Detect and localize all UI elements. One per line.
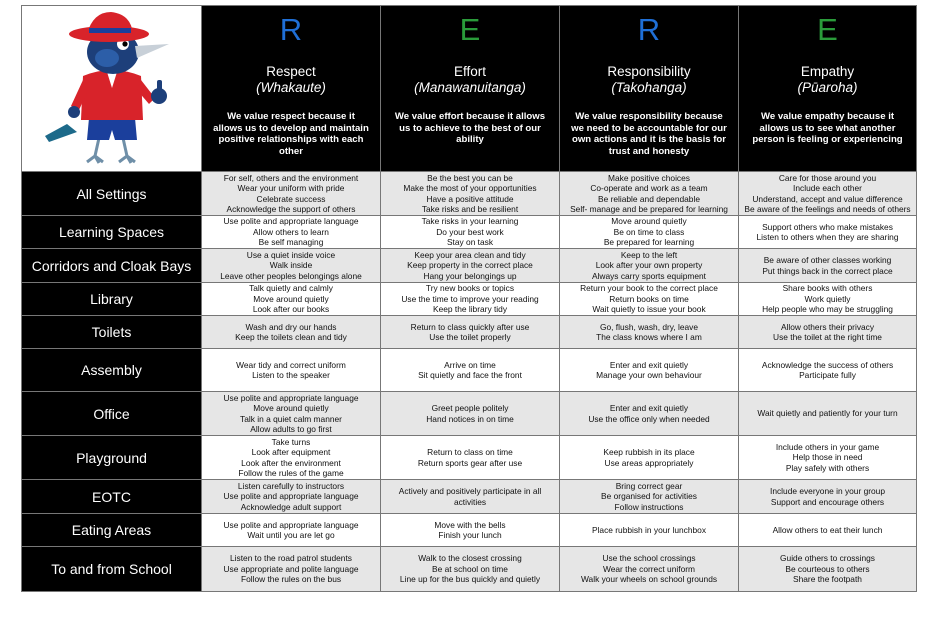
behaviour-line: Leave other peoples belongings alone xyxy=(220,270,362,281)
setting-row-eotc xyxy=(22,480,917,514)
value-letter: E xyxy=(817,12,838,47)
setting-label: Corridors and Cloak Bays xyxy=(22,249,202,283)
header-row xyxy=(22,6,917,172)
behaviour-cell-effort xyxy=(381,216,560,249)
behaviour-line: activities xyxy=(453,496,487,507)
setting-label: All Settings xyxy=(22,172,202,216)
behaviour-line: Listen carefully to instructors xyxy=(237,480,345,491)
setting-row-library xyxy=(22,283,917,316)
behaviour-line: Be prepared for learning xyxy=(603,237,695,248)
behaviour-cell-empathy xyxy=(739,316,917,349)
behaviour-line: Listen to others when they are sharing xyxy=(756,232,899,242)
behaviour-line: Move around quietly xyxy=(253,403,329,414)
setting-row-corridors-and-cloak-bays xyxy=(22,249,917,283)
behaviour-line: Walk to the closest crossing xyxy=(418,553,522,564)
behaviour-cell-empathy xyxy=(739,172,917,216)
behaviour-cell-responsibility xyxy=(560,349,739,392)
setting-label: To and from School xyxy=(22,547,202,592)
behaviour-line: Care for those around you xyxy=(778,172,877,183)
behaviour-cell-respect xyxy=(202,349,381,392)
behaviour-line: Have a positive attitude xyxy=(426,193,514,204)
behaviour-line: Always carry sports equipment xyxy=(591,270,707,281)
behaviour-cell-empathy xyxy=(739,349,917,392)
behaviour-line: Enter and exit quietly xyxy=(609,359,689,370)
behaviour-line: Allow adults to go first xyxy=(250,423,332,434)
behaviour-line: Walk inside xyxy=(269,260,313,271)
behaviour-cell-effort xyxy=(381,349,560,392)
behaviour-line: Enter and exit quietly xyxy=(609,403,689,414)
behaviour-line: Allow others to eat their lunch xyxy=(772,524,883,535)
behaviour-line: Put things back in the correct place xyxy=(762,265,893,276)
behaviour-line: Finish your lunch xyxy=(438,530,502,540)
behaviour-line: Make the most of your opportunities xyxy=(403,183,537,194)
behaviour-line: Look after your own property xyxy=(595,260,703,271)
behaviour-line: Manage your own behaviour xyxy=(596,370,702,380)
behaviour-line: Take risks in your learning xyxy=(421,216,519,227)
behaviour-line: Wait quietly and patiently for your turn xyxy=(757,408,898,419)
setting-row-learning-spaces xyxy=(22,216,917,249)
behaviour-line: Wear tidy and correct uniform xyxy=(236,359,346,370)
behaviour-cell-respect xyxy=(202,316,381,349)
behaviour-line: Be reliable and dependable xyxy=(598,193,700,204)
behaviour-line: Wash and dry our hands xyxy=(245,321,337,332)
behaviour-line: Use the time to improve your reading xyxy=(401,293,539,304)
behaviour-line: Be courteous to others xyxy=(785,563,870,574)
setting-label: Assembly xyxy=(22,349,202,392)
behaviour-line: Support others who make mistakes xyxy=(762,221,893,232)
behaviour-line: Use areas appropriately xyxy=(604,457,694,468)
behaviour-cell-responsibility xyxy=(560,316,739,349)
behaviour-line: Try new books or topics xyxy=(425,283,515,294)
behaviour-line: Allow others to learn xyxy=(253,226,329,237)
value-name: Responsibility xyxy=(607,64,691,79)
behaviour-line: Use the office only when needed xyxy=(588,413,710,424)
setting-row-assembly xyxy=(22,349,917,392)
behaviour-line: The class knows where I am xyxy=(596,332,702,342)
behaviour-cell-respect xyxy=(202,436,381,480)
behaviour-line: Return sports gear after use xyxy=(417,457,523,468)
behaviour-line: Use appropriate and polite language xyxy=(223,563,359,574)
behaviour-cell-empathy xyxy=(739,216,917,249)
value-header-respect xyxy=(202,6,381,172)
behaviour-line: Sit quietly and face the front xyxy=(418,370,522,380)
value-name: Respect xyxy=(266,64,316,79)
values-matrix xyxy=(21,5,917,592)
behaviour-line: Be aware of other classes working xyxy=(763,255,892,266)
setting-row-eating-areas xyxy=(22,514,917,547)
value-description: We value empathy because it allows us to see what another person is feeling or experiencing xyxy=(752,111,903,145)
behaviour-cell-responsibility xyxy=(560,172,739,216)
behaviour-cell-effort xyxy=(381,480,560,514)
behaviour-line: Use polite and appropriate language xyxy=(223,216,359,227)
behaviour-line: Use polite and appropriate language xyxy=(223,491,359,502)
behaviour-cell-empathy xyxy=(739,547,917,592)
setting-label: Office xyxy=(22,392,202,436)
behaviour-line: Actively and positively participate in all xyxy=(398,486,542,497)
behaviour-line: Acknowledge adult support xyxy=(240,501,342,512)
value-letter: R xyxy=(279,12,303,47)
behaviour-line: Move around quietly xyxy=(611,216,687,227)
behaviour-line: Be at school on time xyxy=(432,563,508,574)
behaviour-line: Look after the environment xyxy=(241,457,341,468)
behaviour-line: Wait until you are let go xyxy=(247,530,335,540)
value-header-responsibility xyxy=(560,6,739,172)
behaviour-cell-responsibility xyxy=(560,392,739,436)
behaviour-cell-effort xyxy=(381,249,560,283)
behaviour-line: Help those in need xyxy=(792,452,863,463)
behaviour-line: Return your book to the correct place xyxy=(580,283,718,294)
behaviour-line: Take risks and be resilient xyxy=(421,203,519,214)
behaviour-cell-effort xyxy=(381,436,560,480)
behaviour-line: Line up for the bus quickly and quietly xyxy=(399,574,541,585)
value-header-empathy xyxy=(739,6,917,172)
behaviour-line: Hand notices in on time xyxy=(426,413,514,424)
behaviour-cell-responsibility xyxy=(560,480,739,514)
behaviour-cell-empathy xyxy=(739,283,917,316)
behaviour-line: Walk your wheels on school grounds xyxy=(580,574,718,585)
behaviour-cell-respect xyxy=(202,283,381,316)
behaviour-line: Greet people politely xyxy=(431,403,509,414)
behaviour-line: Keep rubbish in its place xyxy=(603,447,695,458)
behaviour-cell-responsibility xyxy=(560,216,739,249)
setting-row-all-settings xyxy=(22,172,917,216)
value-description: We value effort because it allows us to achieve to the best of our ability xyxy=(394,111,546,145)
behaviour-line: Include everyone in your group xyxy=(770,486,885,497)
behaviour-line: Go, flush, wash, dry, leave xyxy=(599,321,699,332)
value-header-effort xyxy=(381,6,560,172)
behaviour-line: Co-operate and work as a team xyxy=(590,183,708,194)
behaviour-line: Use the toilet properly xyxy=(429,332,511,342)
value-description: We value responsibility because we need to be accountable for our own actions and it is the basis for trust and honesty xyxy=(571,111,727,157)
value-letter: E xyxy=(459,12,481,47)
behaviour-line: Include others in your game xyxy=(775,441,880,452)
value-maori-name: (Whakaute) xyxy=(256,80,326,95)
behaviour-cell-effort xyxy=(381,283,560,316)
behaviour-line: Be self managing xyxy=(258,237,324,248)
behaviour-line: Celebrate success xyxy=(256,193,326,204)
behaviour-line: Make positive choices xyxy=(608,172,690,183)
behaviour-cell-responsibility xyxy=(560,547,739,592)
behaviour-cell-respect xyxy=(202,216,381,249)
behaviour-line: Return to class quickly after use xyxy=(410,321,530,332)
behaviour-line: Move around quietly xyxy=(253,293,329,304)
behaviour-line: Be aware of the feelings and needs of others xyxy=(744,203,911,214)
behaviour-line: Play safely with others xyxy=(785,462,870,473)
setting-row-office xyxy=(22,392,917,436)
behaviour-line: Talk quietly and calmly xyxy=(249,283,333,294)
behaviour-line: Move with the bells xyxy=(434,519,506,530)
behaviour-line: Take turns xyxy=(271,436,311,447)
behaviour-cell-empathy xyxy=(739,249,917,283)
behaviour-line: Keep the toilets clean and tidy xyxy=(235,332,347,342)
setting-row-toilets xyxy=(22,316,917,349)
behaviour-line: Use the school crossings xyxy=(602,553,696,564)
behaviour-line: Share the footpath xyxy=(793,574,862,585)
behaviour-cell-empathy xyxy=(739,392,917,436)
behaviour-line: Include each other xyxy=(793,183,862,194)
behaviour-cell-responsibility xyxy=(560,249,739,283)
behaviour-line: Be the best you can be xyxy=(427,172,513,183)
behaviour-cell-effort xyxy=(381,547,560,592)
behaviour-line: Wear the correct uniform xyxy=(602,563,695,574)
behaviour-cell-responsibility xyxy=(560,283,739,316)
value-maori-name: (Pūaroha) xyxy=(797,80,858,95)
behaviour-line: Stay on task xyxy=(446,237,494,248)
setting-label: Toilets xyxy=(22,316,202,349)
setting-label: EOTC xyxy=(22,480,202,514)
behaviour-line: Self- manage and be prepared for learning xyxy=(570,203,728,214)
behaviour-cell-empathy xyxy=(739,514,917,547)
behaviour-line: Listen to the road patrol students xyxy=(230,553,352,564)
behaviour-line: Acknowledge the success of others xyxy=(761,359,894,370)
behaviour-cell-responsibility xyxy=(560,514,739,547)
value-name: Effort xyxy=(453,64,487,79)
behaviour-line: Arrive on time xyxy=(444,359,496,370)
behaviour-cell-effort xyxy=(381,172,560,216)
behaviour-cell-empathy xyxy=(739,436,917,480)
setting-label: Eating Areas xyxy=(22,514,202,547)
behaviour-line: Return books on time xyxy=(609,293,689,304)
behaviour-line: Listen to the speaker xyxy=(252,370,330,380)
value-maori-name: (Takohanga) xyxy=(611,80,687,95)
behaviour-line: Look after our books xyxy=(252,304,330,315)
behaviour-cell-respect xyxy=(202,392,381,436)
setting-label: Learning Spaces xyxy=(22,216,202,249)
behaviour-line: Keep the library tidy xyxy=(432,304,508,315)
behaviour-line: Place rubbish in your lunchbox xyxy=(591,524,707,535)
behaviour-line: Keep to the left xyxy=(620,249,678,260)
behaviour-line: Use polite and appropriate language xyxy=(223,519,359,530)
behaviour-cell-effort xyxy=(381,316,560,349)
value-description: We value respect because it allows us to develop and maintain positive relationships with each other xyxy=(213,111,369,157)
behaviour-line: Do your best work xyxy=(436,226,504,237)
behaviour-line: Help people who may be struggling xyxy=(762,304,893,315)
behaviour-line: Follow the rules of the game xyxy=(238,467,344,478)
behaviour-line: For self, others and the environment xyxy=(223,172,359,183)
setting-label: Library xyxy=(22,283,202,316)
behaviour-line: Bring correct gear xyxy=(615,480,683,491)
behaviour-line: Be on time to class xyxy=(613,226,685,237)
behaviour-line: Follow instructions xyxy=(614,501,684,512)
behaviour-line: Talk in a quiet calm manner xyxy=(240,413,342,424)
behaviour-line: Keep your area clean and tidy xyxy=(414,249,526,260)
behaviour-line: Use a quiet inside voice xyxy=(246,249,336,260)
behaviour-cell-respect xyxy=(202,172,381,216)
setting-row-playground xyxy=(22,436,917,480)
behaviour-line: Use polite and appropriate language xyxy=(223,392,359,403)
behaviour-line: Wear your uniform with pride xyxy=(237,183,345,194)
behaviour-line: Work quietly xyxy=(804,293,851,304)
behaviour-cell-empathy xyxy=(739,480,917,514)
setting-label: Playground xyxy=(22,436,202,480)
behaviour-cell-responsibility xyxy=(560,436,739,480)
behaviour-line: Guide others to crossings xyxy=(780,553,875,564)
behaviour-line: Acknowledge the support of others xyxy=(226,203,356,214)
behaviour-cell-respect xyxy=(202,480,381,514)
behaviour-line: Follow the rules on the bus xyxy=(240,574,342,585)
behaviour-line: Be organised for activities xyxy=(601,491,697,502)
behaviour-line: Participate fully xyxy=(799,370,856,380)
behaviour-cell-respect xyxy=(202,547,381,592)
behaviour-line: Share books with others xyxy=(782,283,873,294)
behaviour-line: Keep property in the correct place xyxy=(407,260,533,271)
behaviour-line: Look after equipment xyxy=(251,447,331,458)
mascot-cell xyxy=(22,6,202,172)
behaviour-cell-effort xyxy=(381,392,560,436)
behaviour-cell-respect xyxy=(202,249,381,283)
setting-row-to-and-from-school xyxy=(22,547,917,592)
behaviour-line: Return to class on time xyxy=(427,447,513,458)
behaviour-cell-respect xyxy=(202,514,381,547)
behaviour-line: Wait quietly to issue your book xyxy=(592,304,706,315)
behaviour-cell-effort xyxy=(381,514,560,547)
behaviour-line: Support and encourage others xyxy=(770,496,885,507)
value-name: Empathy xyxy=(800,64,855,79)
bird-mascot-icon xyxy=(37,6,187,166)
value-letter: R xyxy=(637,12,661,47)
behaviour-line: Hang your belongings up xyxy=(423,270,517,281)
behaviour-line: Allow others their privacy xyxy=(780,321,875,332)
behaviour-line: Understand, accept and value difference xyxy=(752,193,903,204)
behaviour-line: Use the toilet at the right time xyxy=(773,332,882,342)
value-maori-name: (Manawanuitanga) xyxy=(414,80,526,95)
